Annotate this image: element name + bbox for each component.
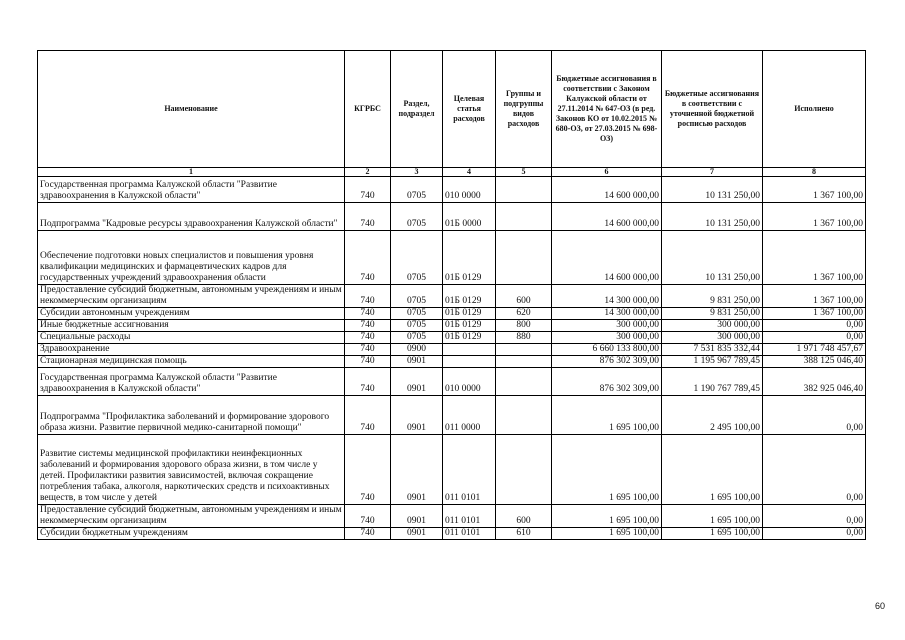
cell-article: 01Б 0129 [443,285,496,308]
cell-name: Предоставление субсидий бюджетным, автономным учреждениям и иным некоммерческим организациям [38,505,345,528]
header-kgrbs: КГРБС [345,51,391,168]
cell-done: 1 367 100,00 [763,308,866,320]
cell-section: 0900 [391,344,443,356]
table-row [38,368,866,396]
column-number: 6 [552,168,662,177]
column-number: 1 [38,168,345,177]
cell-law: 14 300 000,00 [552,285,662,308]
cell-section: 0705 [391,177,443,203]
cell-law: 876 302 309,00 [552,368,662,396]
header-section: Раздел, подраздел [391,51,443,168]
table-row [38,231,866,285]
cell-kgrbs: 740 [345,356,391,368]
table-row [38,528,866,540]
cell-roster: 1 695 100,00 [662,528,763,540]
column-number: 4 [443,168,496,177]
cell-name: Государственная программа Калужской области "Развитие здравоохранения в Калужской области" [38,177,345,203]
table-row [38,435,866,505]
cell-group: 600 [496,505,552,528]
table-body [38,177,866,540]
cell-done: 0,00 [763,528,866,540]
table-row [38,356,866,368]
header-law-allocation: Бюджетные ассигнования в соответствии с Законом Калужской области от 27.11.2014 № 647-ОЗ (в ред. Законов КО от 10.02.2015 № 680-ОЗ, от 27.03.2015 № 698-ОЗ) [552,51,662,168]
cell-section: 0901 [391,368,443,396]
cell-section: 0705 [391,332,443,344]
table-row [38,320,866,332]
cell-article: 01Б 0129 [443,332,496,344]
cell-kgrbs: 740 [345,435,391,505]
cell-kgrbs: 740 [345,285,391,308]
cell-roster: 9 831 250,00 [662,285,763,308]
cell-group [496,396,552,435]
cell-kgrbs: 740 [345,528,391,540]
table-row [38,285,866,308]
column-number: 3 [391,168,443,177]
cell-roster: 1 695 100,00 [662,435,763,505]
cell-done: 0,00 [763,332,866,344]
cell-article: 01Б 0129 [443,308,496,320]
cell-name: Государственная программа Калужской области "Развитие здравоохранения в Калужской области" [38,368,345,396]
cell-section: 0901 [391,528,443,540]
cell-roster: 9 831 250,00 [662,308,763,320]
cell-law: 1 695 100,00 [552,396,662,435]
cell-kgrbs: 740 [345,505,391,528]
cell-law: 1 695 100,00 [552,435,662,505]
cell-article [443,344,496,356]
cell-done: 0,00 [763,505,866,528]
column-number: 7 [662,168,763,177]
cell-article: 011 0101 [443,505,496,528]
cell-done: 1 367 100,00 [763,177,866,203]
cell-article: 01Б 0129 [443,320,496,332]
cell-group [496,356,552,368]
cell-group [496,177,552,203]
cell-group [496,435,552,505]
cell-group: 610 [496,528,552,540]
cell-group: 600 [496,285,552,308]
cell-law: 300 000,00 [552,320,662,332]
table-row [38,203,866,231]
column-number: 8 [763,168,866,177]
cell-roster: 1 195 967 789,45 [662,356,763,368]
cell-name: Подпрограмма "Профилактика заболеваний и формирование здорового образа жизни. Развитие первичной медико-санитарной помощи" [38,396,345,435]
cell-kgrbs: 740 [345,396,391,435]
cell-kgrbs: 740 [345,332,391,344]
cell-done: 1 971 748 457,67 [763,344,866,356]
header-roster-allocation: Бюджетные ассигнования в соответствии с уточненной бюджетной росписью расходов [662,51,763,168]
cell-article: 01Б 0129 [443,231,496,285]
cell-roster: 10 131 250,00 [662,231,763,285]
cell-done: 1 367 100,00 [763,231,866,285]
table-row [38,344,866,356]
cell-group [496,231,552,285]
cell-done: 1 367 100,00 [763,203,866,231]
cell-name: Стационарная медицинская помощь [38,356,345,368]
cell-group [496,203,552,231]
cell-roster: 10 131 250,00 [662,203,763,231]
cell-law: 14 600 000,00 [552,203,662,231]
cell-law: 14 300 000,00 [552,308,662,320]
cell-name: Обеспечение подготовки новых специалистов и повышения уровня квалификации медицинских и фармацевтических кадров для государственных учреждений здравоохранения области [38,231,345,285]
cell-article [443,356,496,368]
header-article: Целевая статья расходов [443,51,496,168]
cell-law: 14 600 000,00 [552,231,662,285]
cell-roster: 7 531 835 332,44 [662,344,763,356]
cell-kgrbs: 740 [345,368,391,396]
cell-law: 1 695 100,00 [552,528,662,540]
table-row [38,308,866,320]
cell-done: 388 125 046,40 [763,356,866,368]
cell-name: Иные бюджетные ассигнования [38,320,345,332]
cell-article: 01Б 0000 [443,203,496,231]
cell-kgrbs: 740 [345,177,391,203]
cell-article: 011 0101 [443,435,496,505]
cell-kgrbs: 740 [345,320,391,332]
cell-name: Субсидии бюджетным учреждениям [38,528,345,540]
cell-group: 800 [496,320,552,332]
cell-done: 1 367 100,00 [763,285,866,308]
cell-done: 0,00 [763,435,866,505]
table-row [38,505,866,528]
header-name: Наименование [38,51,345,168]
cell-law: 6 660 133 800,00 [552,344,662,356]
header-executed: Исполнено [763,51,866,168]
cell-section: 0901 [391,396,443,435]
cell-kgrbs: 740 [345,203,391,231]
cell-roster: 1 190 767 789,45 [662,368,763,396]
table-row [38,396,866,435]
cell-section: 0705 [391,320,443,332]
cell-group: 880 [496,332,552,344]
cell-name: Специальные расходы [38,332,345,344]
cell-law: 876 302 309,00 [552,356,662,368]
cell-roster: 300 000,00 [662,320,763,332]
cell-name: Предоставление субсидий бюджетным, автономным учреждениям и иным некоммерческим организациям [38,285,345,308]
cell-law: 14 600 000,00 [552,177,662,203]
cell-name: Субсидии автономным учреждениям [38,308,345,320]
cell-group [496,368,552,396]
cell-kgrbs: 740 [345,344,391,356]
cell-section: 0705 [391,308,443,320]
cell-article: 010 0000 [443,177,496,203]
cell-roster: 300 000,00 [662,332,763,344]
column-number: 5 [496,168,552,177]
cell-law: 1 695 100,00 [552,505,662,528]
cell-section: 0901 [391,356,443,368]
cell-article: 011 0101 [443,528,496,540]
cell-name: Подпрограмма "Кадровые ресурсы здравоохранения Калужской области" [38,203,345,231]
cell-section: 0705 [391,203,443,231]
cell-article: 011 0000 [443,396,496,435]
table-row [38,177,866,203]
cell-law: 300 000,00 [552,332,662,344]
cell-done: 0,00 [763,320,866,332]
cell-kgrbs: 740 [345,231,391,285]
cell-name: Здравоохранение [38,344,345,356]
cell-section: 0901 [391,505,443,528]
column-number: 2 [345,168,391,177]
cell-name: Развитие системы медицинской профилактики неинфекционных заболеваний и формирования здорового образа жизни, в том числе у детей. Профилактики развития зависимостей, включая сокращение потребления табака, алкоголя, наркотических средств и психоактивных веществ, в том числе у детей [38,435,345,505]
cell-roster: 2 495 100,00 [662,396,763,435]
cell-group [496,344,552,356]
cell-section: 0705 [391,231,443,285]
column-number-row [38,168,866,177]
cell-done: 382 925 046,40 [763,368,866,396]
page-number: 60 [875,601,886,611]
cell-section: 0901 [391,435,443,505]
cell-roster: 1 695 100,00 [662,505,763,528]
cell-group: 620 [496,308,552,320]
cell-article: 010 0000 [443,368,496,396]
header-group: Группы и подгруппы видов расходов [496,51,552,168]
cell-done: 0,00 [763,396,866,435]
cell-section: 0705 [391,285,443,308]
cell-kgrbs: 740 [345,308,391,320]
header-row [38,51,866,168]
table-row [38,332,866,344]
budget-table [37,50,866,540]
cell-roster: 10 131 250,00 [662,177,763,203]
